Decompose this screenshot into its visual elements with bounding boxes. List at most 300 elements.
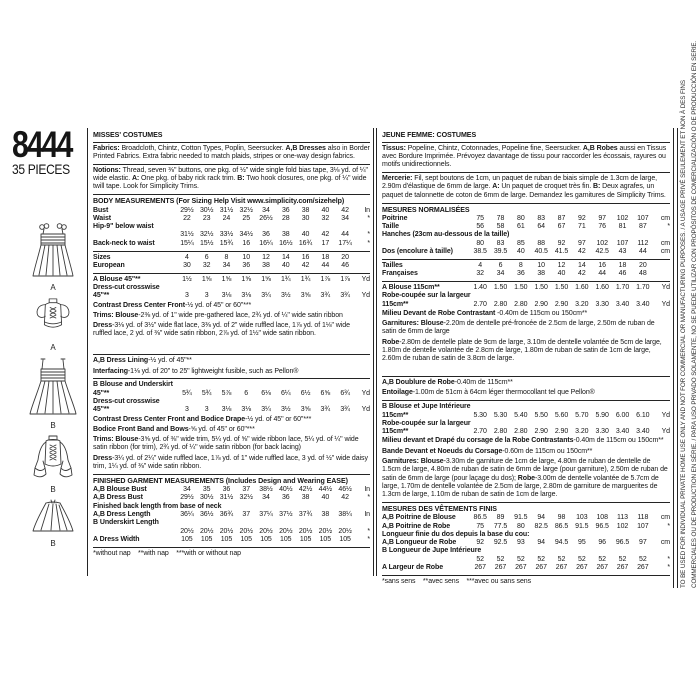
value-cell: 3 [184,292,189,300]
text-run: -0.40m de 115cm ou 150cm** [573,437,664,445]
value-cell: 6 [498,261,503,269]
value-cell: 46½ [338,486,352,494]
value-cell: 52 [496,555,505,563]
value-cell: 15½ [199,239,214,247]
value-cell: 4 [478,261,483,269]
value-cell: 1.50 [493,283,508,291]
text-run: -2.80m de dentelle plate de 9cm de large, 3.10m de dentelle volantée de 5cm de large, 1.80m de dentelle volantée de 2.8cm de large, 1.80m de ruban de satin de 1cm de large, 2.60m de ruban de satin de 3.8cm de large. [382,338,662,363]
paragraph [382,379,670,387]
value-cell: 15¾ [219,239,234,247]
value-cell: 52 [639,555,647,563]
section-heading: BODY MEASUREMENTS (For Sizing Help Visit www.simplicity.com/sizehelp) [93,197,345,206]
row-label: Hip-9" below waist [93,223,154,231]
value-cell: 38 [281,231,290,239]
value-cell: 6.10 [636,411,650,419]
rule [382,575,670,576]
value-cell: 67 [557,223,566,231]
value-cell: 89 [496,514,505,522]
value-cell: 6¾ [340,389,350,397]
sketch-dress-b [27,356,79,430]
text-run: A,B Dresses [285,144,326,152]
row-label-cell: 45"** [93,406,110,414]
value-cell: 267 [616,564,629,572]
paragraph [382,175,670,200]
value-cell: 18 [321,253,330,261]
text-run: Dress [93,322,113,330]
text-run: -3⅝ yd. of ⅜" wide trim, 5¼ yd. of ⅝" wide ribbon lace, 5¼ yd. of ¼" wide satin ribbon (for trim), 2¾ yd. of ¼" wide satin ribbon (for back lacing) [93,436,359,452]
value-cell: 5.50 [534,411,548,419]
value-cell: 38¼ [338,510,352,518]
value-cell: 105 [240,535,252,543]
text-run: Milieu devant et Drapé du corsage de la Robe Contrastants [382,437,574,445]
value-cell: 3⅝ [300,406,311,414]
value-cell: 29½ [180,206,194,214]
section-heading: JEUNE FEMME: COSTUMES [382,131,477,139]
value-cell: 92 [557,239,566,247]
text-run: Trims: Blouse [93,436,139,444]
measure-row [93,494,370,502]
value-cell: 42 [578,248,586,256]
value-cell: 267 [515,564,527,572]
value-cell: 37 [242,510,251,518]
row-label-cell: A,B Blouse Bust [93,486,147,494]
value-cell: 75 [476,214,484,222]
value-cell: 17 [321,239,330,247]
measure-row [382,564,670,572]
measure-row [93,292,370,300]
value-cell: 2.70 [473,300,487,308]
value-cell: 6¼ [280,389,291,397]
value-cell: 52 [618,555,627,563]
text-run: Un paquet de croquet très fin. [501,183,594,191]
value-cell: 38 [321,510,330,518]
paragraph [382,448,670,456]
unit-cell: Yd [361,292,370,300]
value-cell: 16 [242,239,251,247]
measure-row [382,514,670,522]
unit-cell: Yd [361,406,370,414]
text-run: Entoilage [382,389,413,397]
rule [382,259,670,260]
value-cell: 71 [578,223,586,231]
rule [382,142,670,143]
text-run: A: [492,183,502,191]
value-cell: 42½ [298,486,313,494]
value-cell: 91.5 [575,522,589,530]
text-run: *sans sens **avec sens ***avec ou sans sens [382,577,531,585]
measure-row [93,231,370,239]
value-cell: 105 [319,535,332,543]
value-cell: 20½ [279,527,293,535]
measure-row [93,406,370,414]
section-heading: MESURES DES VÊTEMENTS FINIS [382,504,497,513]
value-cell: 6 [244,389,249,397]
value-cell: 103 [576,514,588,522]
row-label-cell: Back-neck to waist [93,239,155,247]
value-cell: 113 [617,514,628,522]
value-cell: 80 [517,522,525,530]
row-label: B Blouse and Underskirt [93,381,173,389]
value-cell: 10 [537,261,545,269]
value-cell: 52 [476,555,484,563]
section-heading: MISSES' COSTUMES [93,131,163,139]
value-cell: 1⅝ [221,275,232,283]
paragraph [382,145,670,170]
value-cell: 3.30 [595,300,609,308]
text-run: Bande Devant et Noeuds du Corsage [382,447,503,455]
value-cell: 39.5 [493,248,508,256]
garment-sketches [22,220,84,552]
value-cell: 105 [339,535,351,543]
text-run: -1⅛ yd. of 20" to 25" lightweight fusible, such as Pellon® [127,367,299,375]
text-run: Mercerie: [382,175,415,183]
value-cell: 38½ [259,486,273,494]
value-cell: 43 [618,248,627,256]
value-cell: 1.50 [554,283,569,291]
value-cell: 36¼ [180,510,194,518]
value-cell: 105 [299,535,312,543]
unit-cell: * [367,239,370,247]
text-run: -3⅛ yd. of 3½" wide flat lace, 3⅜ yd. of 2" wide ruffled lace, 1⅞ yd. of 1⅛" wide ruffled lace, 2 yd. of ⅜" wide satin ribbon, 2⅞ yd. of 1½" wide satin ribbon. [93,322,350,338]
value-cell: 1¾ [300,275,311,283]
rule [93,251,370,252]
value-cell: 20½ [259,527,273,535]
value-cell: 42 [578,270,586,278]
text-run: -0.40m de 115cm ou 150cm** [497,309,588,317]
text-run: aussi en Tissus avec Bordure Imprimée. Prévoyez davantage de tissu pour raccorder les écossais, rayures ou motifs unidirectionnels. [382,144,667,169]
rule [93,142,370,143]
value-cell: 118 [637,514,649,522]
text-run: Popeline, Chintz, Cotonnades, Popeline fine, Seersucker. [407,144,583,152]
value-cell: 3½ [280,292,291,300]
value-cell: 10 [242,253,251,261]
row-label-cell: 45"** [93,389,110,397]
section-heading: FINISHED GARMENT MEASUREMENTS (Includes Design and Wearing EASE) [93,476,348,485]
value-cell: 40 [517,248,525,256]
paragraph [93,312,370,320]
paragraph [93,426,370,434]
text-run: -½ yd. of 45" or 60"*** [184,301,252,309]
paragraph [382,320,670,337]
value-cell: 2.80 [514,428,528,436]
value-cell: 44 [639,248,647,256]
value-cell: 31½ [219,494,234,502]
paragraph [382,458,670,499]
value-cell: 97 [598,214,606,222]
measure-row [93,262,370,270]
value-cell: 3.40 [636,428,650,436]
value-cell: 38.5 [473,248,487,256]
value-cell: 107 [616,239,629,247]
paragraph [93,455,370,472]
paragraph [382,437,670,445]
value-cell: 105 [181,535,193,543]
value-cell: 88 [537,239,545,247]
measure-row [382,556,670,564]
measure-row [382,301,670,309]
dress-back-view-icon [29,220,77,282]
value-cell: 3¼ [261,292,271,300]
text-run: Milieu Devant de Robe Contrastant [382,309,498,317]
value-cell: 107 [637,214,649,222]
row-label-cell: A Blouse 45"** [93,275,141,283]
value-cell: 42 [301,261,310,269]
text-run: A: [131,175,142,183]
value-cell: 97 [639,539,647,547]
value-cell: 83 [496,239,505,247]
value-cell: 1.70 [615,283,630,291]
value-cell: 3 [204,292,209,300]
text-run: -0.40m de 115cm** [454,379,513,387]
value-cell: 3 [204,406,209,414]
row-label-cell: A,B Longueur de Robe [382,539,457,547]
unit-cell: Yd [661,411,670,419]
value-cell: 25 [242,214,251,222]
value-cell: 46 [341,261,349,269]
value-cell: 5¾ [182,389,192,397]
value-cell: 41.5 [554,248,569,256]
value-cell: 52 [517,555,525,563]
value-cell: 92 [476,539,484,547]
value-cell: 6⅝ [320,389,331,397]
garment-label: B [50,539,56,548]
row-label: Longueur finie du dos depuis la base du cou: [382,530,530,538]
value-cell: 30½ [199,206,214,214]
row-label-cell: A Dress Width [93,535,140,543]
value-cell: 34 [222,261,231,269]
unit-cell: cm [660,539,670,547]
value-cell: 78 [496,214,505,222]
value-cell: 36¾ [219,510,234,518]
value-cell: 95 [578,539,586,547]
value-cell: 1.60 [575,283,589,291]
unit-cell: * [367,494,370,502]
measure-row [382,248,670,256]
text-run: -3.00m de dentelle volantée de 5.7cm de large, 1.70m de dentelle volantée de 2.5cm de large, 2.80m de garniture de marguerites de 1.3cm de large, 1.10m de ruban de satin de 1cm de large. [382,474,659,499]
copyright-line-1: TO BE USED FOR INDIVIDUAL PRIVATE HOME USE ONLY AND NOT FOR COMMERCIAL OR MANUFACTURING PURPOSES. / A USAGE PRIVÉ SEULEMENT ET NON À DES FINS [680,80,687,588]
value-cell: 105 [200,535,213,543]
value-cell: 96.5 [615,539,630,547]
row-label-cell: 45"** [93,292,110,300]
value-cell: 1⅝ [241,275,251,283]
text-run: -2.20m de dentelle pré-froncée de 2.5cm de large, 2.50m de ruban de satin de 6mm de large [382,320,655,336]
value-cell: 52 [557,555,566,563]
sketch-underskirt-b [28,498,78,548]
row-label-cell: Dos (encolure à taille) [382,248,453,256]
value-cell: 36 [517,270,525,278]
value-cell: 107 [637,522,649,530]
section-heading: MESURES NORMALISÉES [382,205,470,214]
value-cell: 16¼ [259,239,273,247]
text-run: One pkg. of baby rick rack trim. [141,175,238,183]
paragraph [93,302,370,310]
value-cell: 20½ [298,527,313,535]
measure-row [93,536,370,544]
value-cell: 34 [262,494,270,502]
value-cell: 30 [301,214,310,222]
value-cell: 37¼ [259,510,273,518]
row-label: Hanches (23cm au-dessous de la taille) [382,231,510,239]
rule [93,164,370,165]
value-cell: 102 [596,239,608,247]
row-label: Robe-coupée sur la largeur [382,419,471,427]
value-cell: 87 [639,223,647,231]
value-cell: 1⅞ [320,275,331,283]
row-label: Finished back length from base of neck [93,502,222,510]
gathered-skirt-icon [28,498,78,538]
unit-cell: Yd [361,389,370,397]
value-cell: 5.70 [575,411,589,419]
measure-row [382,240,670,248]
value-cell: 1.40 [473,283,487,291]
text-run: also in Border Printed Fabrics. Extra fabric needed to match plaids, stripes or one-way design fabrics. [93,144,370,161]
value-cell: 32 [321,214,330,222]
value-cell: 3⅛ [241,292,251,300]
value-cell: 36 [281,206,290,214]
paragraph [93,145,370,162]
value-cell: 48 [639,270,647,278]
sketch-dress-a [29,220,77,292]
text-run: Thread, seven ⅜" buttons, one pkg. of ½" wide single fold bias tape, 3⅛ yd. of ¼" wide elastic. [93,166,368,183]
garment-label: B [50,421,56,430]
text-run: Dress [93,454,113,462]
text-run: Bodice Front Band and Bows [93,425,189,433]
value-cell: 32½ [239,206,253,214]
value-cell: 2.90 [554,300,569,308]
row-label-cell: Françaises [382,270,418,278]
value-cell: 267 [474,564,486,572]
garment-label: A [50,343,56,352]
paragraph [382,389,670,397]
value-cell: 5.30 [493,411,508,419]
value-cell: 38 [301,206,310,214]
text-run: Garnitures: Blouse [382,458,444,465]
value-cell: 3¾ [340,406,350,414]
value-cell: 12 [557,261,566,269]
garment-label: B [50,485,56,494]
value-cell: 58 [496,223,505,231]
row-label: Dress-cut crosswise [93,283,160,291]
row-label-cell: Poitrine [382,214,408,222]
text-run: Trims: Blouse [93,311,139,319]
value-cell: 37½ [279,510,293,518]
value-cell: 6.00 [615,411,630,419]
value-cell: 44 [341,231,349,239]
sketch-blouse-b [29,434,77,494]
measure-row [93,276,370,284]
unit-cell: Yd [661,428,670,436]
value-cell: 5¾ [201,389,212,397]
text-run: Garnitures: Blouse [382,320,444,328]
text-run: -3.30m de garniture de 1cm de large, 4.80m de ruban de dentelle de 1.5cm de large, 4.80m de ruban de satin de 6mm de large (pour garniture), 2.50m de ruban de satin de 6mm de large (pour laçage du dos); [382,458,668,482]
row-label: Robe-coupée sur la largeur [382,292,471,300]
value-cell: 61 [517,223,525,231]
value-cell: 80 [476,239,484,247]
value-cell: 24 [222,214,231,222]
unit-cell: Yd [661,283,670,291]
value-cell: 38 [262,261,270,269]
value-cell: 1⅝ [261,275,271,283]
value-cell: 3¾ [320,292,331,300]
value-cell: 3.20 [575,428,589,436]
value-cell: 3⅛ [221,292,232,300]
value-cell: 33½ [219,231,234,239]
value-cell: 94.5 [554,539,569,547]
value-cell: 267 [576,564,588,572]
value-cell: 20½ [219,527,234,535]
value-cell: 40½ [279,486,293,494]
value-cell: 52 [578,555,586,563]
value-cell: 3⅛ [241,406,251,414]
value-cell: 44½ [318,486,333,494]
value-cell: 40 [301,231,310,239]
value-cell: 267 [494,564,507,572]
value-cell: 32 [476,270,484,278]
value-cell: 2.80 [514,300,528,308]
value-cell: 96.5 [595,522,609,530]
text-run: Fabrics: [93,144,122,152]
value-cell: 3¾ [320,406,331,414]
value-cell: 267 [555,564,568,572]
measure-row [93,215,370,223]
row-label: B Longueur de Jupe Intérieure [382,547,482,555]
value-cell: 86.5 [473,514,487,522]
value-cell: 46 [618,270,627,278]
value-cell: 3.40 [615,300,630,308]
unit-cell: In [364,486,370,494]
paragraph [93,357,370,365]
value-cell: 56 [476,223,484,231]
value-cell: 16½ [279,239,293,247]
value-cell: 29½ [180,494,194,502]
value-cell: 42 [341,494,349,502]
text-run: A,B Dress Lining [93,357,149,365]
measure-row [382,262,670,270]
text-run: B: [237,175,247,183]
value-cell: 32 [202,261,211,269]
measure-row [93,240,370,248]
measure-row [382,215,670,223]
unit-cell: * [667,223,670,231]
measure-row [382,284,670,292]
text-run: Contrast Dress Center Front [93,301,185,309]
value-cell: 267 [596,564,608,572]
unit-cell: cm [660,248,670,256]
value-cell: 83 [537,214,545,222]
rule [382,376,670,377]
value-cell: 36 [242,261,251,269]
value-cell: 30½ [199,494,214,502]
value-cell: 105 [280,535,292,543]
row-label-cell: Tailles [382,261,403,269]
value-cell: 5.60 [554,411,569,419]
paragraph [93,416,370,424]
value-cell: 92 [578,214,586,222]
value-cell: 52 [537,555,545,563]
value-cell: 34 [183,486,191,494]
measure-row [93,207,370,215]
row-label-cell: A,B Dress Length [93,510,151,518]
value-cell: 37 [242,486,251,494]
value-cell: 64 [537,223,545,231]
value-cell: 76 [598,223,606,231]
measure-row [93,528,370,536]
rule [93,474,370,475]
row-label-cell: A,B Poitrine de Robe [382,522,451,530]
value-cell: 1⅞ [340,275,350,283]
value-cell: 94 [537,514,545,522]
text-run: -½ yd. of 45"** [148,357,192,365]
